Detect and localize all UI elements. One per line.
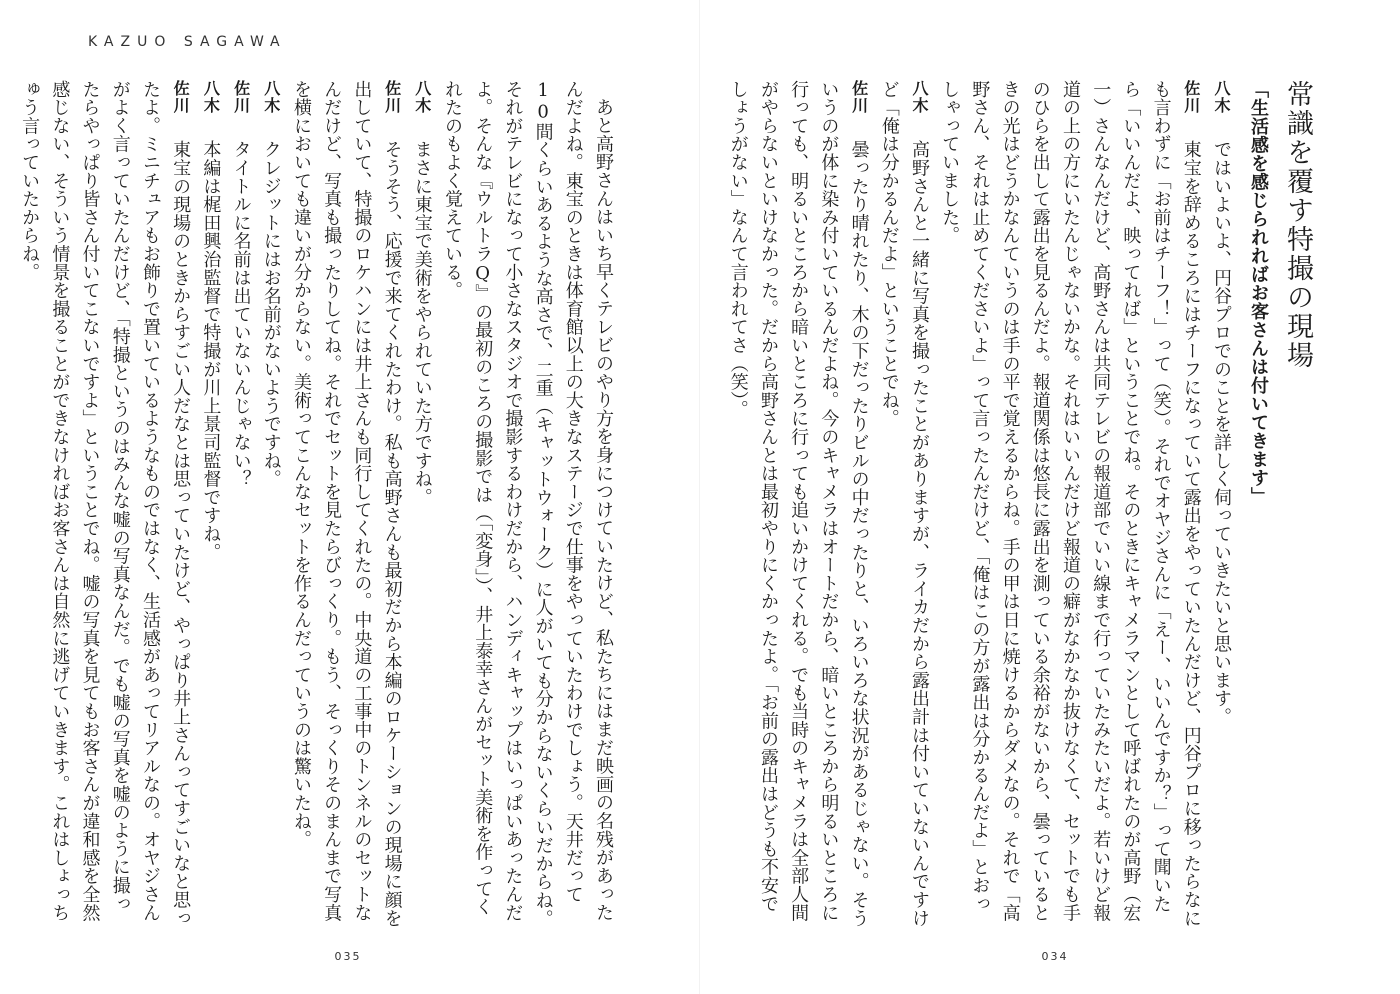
dialogue-line — [286, 80, 407, 930]
dialogue-text: タイトルに名前は出ていないんじゃない？ — [230, 140, 252, 489]
page-number-right: 034 — [1041, 950, 1069, 963]
dialogue-text: 曇ったり晴れたり、木の下だったりビルの中だったりと、いろいろな状況があるじゃない。そういうのが体に染み付いているんだよね。今のキャメラはオートだから、暗いところから明るいところに行っても、明るいところから暗いところに行っても追いかけてくれる。でも当時のキャメラは全部人間がやらないといけなかった。だから高野さんとは最初やりにくかったよ。「お前の露出はどうも不安でしょうがない」なんて言われてさ（笑）。 — [727, 80, 870, 928]
dialogue-text: 本編は梶田興治監督で特撮が川上景司監督ですね。 — [200, 140, 222, 562]
dialogue-text: 東宝の現場のときからすごい人だなとは思っていたけど、やっぱり井上さんってすごいなと思ったよ。ミニチュアもお飾りで置いているようなものではなく、生活感があってリアルなの。オヤジさんがよく言っていたんだけど、「特撮というのはみんな嘘の写真なんだ。でも嘘の写真を嘘のように撮ったらやっぱり皆さん付いてこないですよ」ということでね。嘘の写真を見てもお客さんが違和感を全然感じない、そういう情景を撮ることができなければお客さんは自然に逃げていきます。これはしょっちゅう言っていたからね。 — [19, 80, 192, 928]
paragraph-text: あと高野さんはいち早くテレビのやり方を身につけていたけど、私たちにはまだ映画の名残があったんだよね。東宝のときは体育館以上の大きなステージで仕事をやっていたわけでしょう。天井だって10間くらいあるような高さで、二重（キャットウォーク）に人がいても分からないくらいだからね。それがテレビになって小さなスタジオで撮影するわけだから、ハンディキャップはいっぱいあったんだよ。そんな『ウルトラQ』の最初のころの撮影では（「変身」）、井上泰幸さんがセット美術を作ってくれたのもよく覚えている。 — [441, 80, 614, 928]
dialogue-line — [934, 80, 1206, 930]
speaker-label: 佐川 — [231, 80, 251, 114]
speaker-label: 八木 — [261, 80, 281, 114]
dialogue-text: 東宝を辞めるころにはチーフになっていて露出をやっていたんだけど、円谷プロに移ったらなにも言わずに「お前はチーフ！」って（笑）。それでオヤジさんに「えー、いいんですか？」って聞いたら「いいんだよ、映ってれば」ということでね。そのときにキャメラマンとして呼ばれたのが高野（宏一）さんなんだけど、高野さんは共同テレビの報道部でいい線まで行っていたみたいだよ。若いけど報道の上の方にいたんじゃないかな。それはいいんだけど報道の癖がなかなか抜けなくて、セットでも手のひらを出して露出を見るんだよ。報道関係は悠長に露出を測っている余裕がないから、曇っているときの光はどうかなんていうのは手の平で覚えるからね。手の甲は日に焼けるからダメなの。それで「高野さん、それは止めてくださいよ」って言ったんだけど、「俺はこの方が露出は分かるんだよ」とおっしゃっていました。 — [939, 80, 1202, 928]
dialogue-text: クレジットにはお名前がないようですね。 — [260, 140, 282, 489]
right-page — [700, 0, 1400, 994]
dialogue-text: 高野さんと一緒に写真を撮ったことがありますが、ライカだから露出計は付いていないんですけど「俺は分かるんだよ」ということでね。 — [878, 80, 930, 928]
speaker-label: 八木 — [201, 80, 221, 114]
chapter-title: 常識を覆す特撮の現場 — [1282, 80, 1313, 370]
speaker-label: 八木 — [909, 80, 929, 114]
dialogue-text: そうそう、応援で来てくれたわけ。私も高野さんも最初だから本編のロケーションの現場に顔を出していて、特撮のロケハンには井上さんも同行してくれたの。中央道の工事中のトンネルのセットなんだけど、写真も撮ったりしてね。それでセットを見たらびっくり。もう、そっくりそのまんまで写真を横においても違いが分からない。美術ってこんなセットを作るんだっていうのは驚いたね。 — [290, 80, 403, 928]
dialogue-line — [14, 80, 195, 930]
dialogue-text: まさに東宝で美術をやられていた方ですね。 — [411, 140, 433, 507]
dialogue-line — [195, 80, 225, 930]
dialogue-line — [225, 80, 255, 930]
speaker-label: 佐川 — [1181, 80, 1201, 114]
running-head: KAZUO SAGAWA — [88, 34, 287, 50]
page-number-left: 035 — [334, 950, 362, 963]
speaker-label: 八木 — [1212, 80, 1231, 114]
speaker-label: 佐川 — [849, 80, 869, 114]
paragraph — [437, 80, 618, 930]
dialogue-line — [723, 80, 874, 930]
dialogue-line — [407, 80, 437, 930]
speaker-label: 八木 — [412, 80, 432, 114]
left-page-body — [19, 80, 618, 930]
dialogue-line — [256, 80, 286, 930]
section-heading: 「生活感を感じられればお客さんは付いてきます」 — [1248, 80, 1269, 506]
right-page-body — [700, 80, 1320, 930]
dialogue-line — [874, 80, 934, 930]
dialogue-text: ではいよいよ、円谷プロでのことを詳しく伺っていきたいと思います。 — [1211, 140, 1232, 726]
speaker-label: 佐川 — [171, 80, 191, 114]
speaker-label: 佐川 — [382, 80, 402, 114]
dialogue-line — [1206, 80, 1236, 930]
